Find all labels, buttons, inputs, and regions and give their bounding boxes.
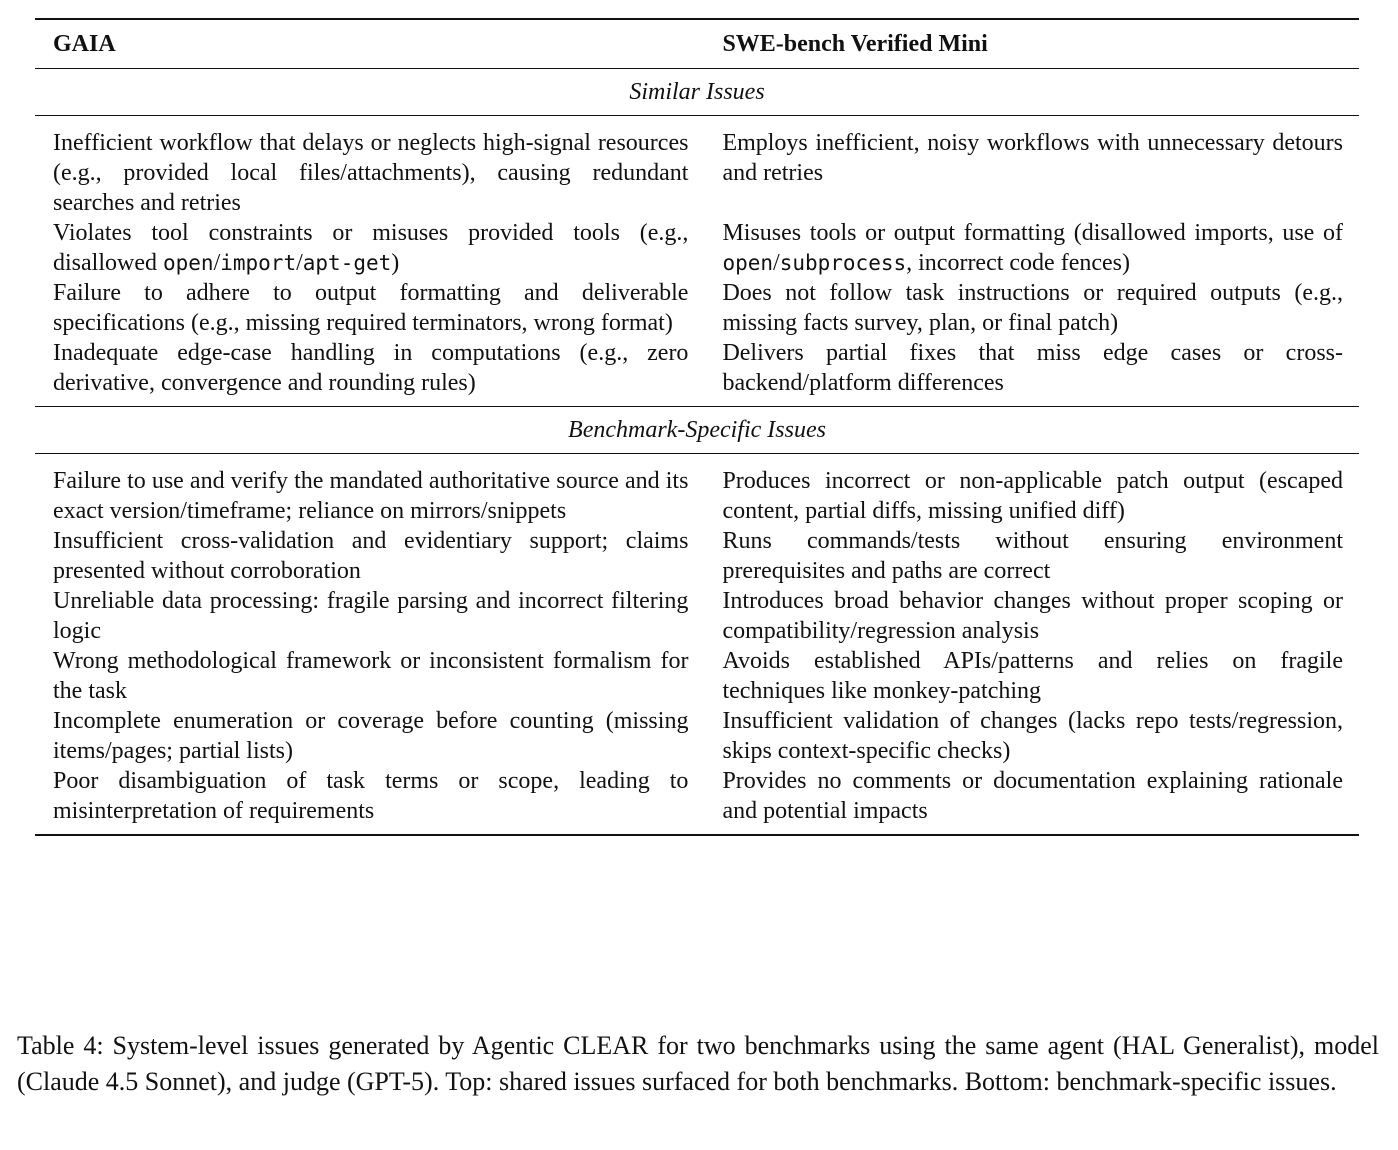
section-title: Similar Issues	[629, 79, 765, 105]
swe-issue: Provides no comments or documentation explaining rationale and potential impacts	[722, 768, 1343, 824]
table-row	[35, 706, 1359, 766]
issues-table	[35, 18, 1359, 836]
swe-issue: Delivers partial fixes that miss edge cases or cross-backend/platform differences	[722, 340, 1343, 396]
header-gaia: GAIA	[53, 31, 116, 57]
gaia-issue	[35, 218, 704, 278]
table-row	[35, 454, 1359, 527]
table-row	[35, 766, 1359, 835]
code-term: open	[722, 251, 774, 275]
code-term: open	[162, 251, 214, 275]
code-term: subprocess	[779, 251, 907, 275]
swe-issue: Does not follow task instructions or required outputs (e.g., missing facts survey, plan, or final patch)	[722, 280, 1343, 336]
issue-text: Misuses tools or output formatting (disallowed imports, use of	[722, 220, 1343, 246]
separator: /	[773, 250, 780, 276]
gaia-issue: Insufficient cross-validation and evidentiary support; claims presented without corroboration	[53, 528, 689, 584]
table-caption: Table 4: System-level issues generated by Agentic CLEAR for two benchmarks using the same agent (HAL Generalist), model (Claude 4.5 Sonnet), and judge (GPT-5). Top: shared issues surfaced for both benchmarks. Bottom: benchmark-specific issues.	[17, 1031, 1379, 1096]
separator: /	[296, 250, 303, 276]
gaia-issue: Poor disambiguation of task terms or scope, leading to misinterpretation of requirements	[53, 768, 689, 824]
gaia-issue: Failure to adhere to output formatting and deliverable specifications (e.g., missing required terminators, wrong format)	[53, 280, 689, 336]
swe-issue	[704, 218, 1359, 278]
swe-issue: Employs inefficient, noisy workflows with unnecessary detours and retries	[722, 130, 1343, 186]
swe-issue: Runs commands/tests without ensuring environment prerequisites and paths are correct	[722, 528, 1343, 584]
issue-text: )	[391, 250, 400, 276]
separator: /	[213, 250, 221, 276]
code-term: import	[220, 251, 297, 275]
gaia-issue: Failure to use and verify the mandated authoritative source and its exact version/timeframe; reliance on mirrors/snippets	[53, 468, 689, 524]
table-header-row	[35, 19, 1359, 69]
table-row	[35, 526, 1359, 586]
swe-issue: Introduces broad behavior changes without proper scoping or compatibility/regression analysis	[722, 588, 1343, 644]
table-row	[35, 116, 1359, 219]
gaia-issue: Inadequate edge-case handling in computations (e.g., zero derivative, convergence and rounding rules)	[53, 340, 689, 396]
gaia-issue: Unreliable data processing: fragile parsing and incorrect filtering logic	[53, 588, 689, 644]
header-swe-bench: SWE-bench Verified Mini	[722, 31, 988, 57]
swe-issue: Insufficient validation of changes (lacks repo tests/regression, skips context-specific checks)	[722, 708, 1343, 764]
table-row	[35, 646, 1359, 706]
table-row	[35, 218, 1359, 278]
code-term: apt-get	[302, 251, 392, 275]
table-row	[35, 278, 1359, 338]
table-row	[35, 586, 1359, 646]
swe-issue: Avoids established APIs/patterns and relies on fragile techniques like monkey-patching	[722, 648, 1343, 704]
issues-table-container	[35, 18, 1359, 836]
swe-issue: Produces incorrect or non-applicable patch output (escaped content, partial diffs, missing unified diff)	[722, 468, 1343, 524]
section-title: Benchmark-Specific Issues	[568, 417, 826, 443]
issue-text: , incorrect code fences)	[906, 250, 1130, 276]
table-row	[35, 338, 1359, 407]
gaia-issue: Incomplete enumeration or coverage before counting (missing items/pages; partial lists)	[53, 708, 689, 764]
section-similar-issues	[35, 69, 1359, 116]
gaia-issue: Inefficient workflow that delays or neglects high-signal resources (e.g., provided local files/attachments), causing redundant searches and retries	[53, 130, 689, 216]
issue-text: Violates tool constraints or misuses provided tools (e.g., disallowed	[53, 220, 689, 276]
section-benchmark-specific-issues	[35, 407, 1359, 454]
gaia-issue: Wrong methodological framework or inconsistent formalism for the task	[53, 648, 689, 704]
